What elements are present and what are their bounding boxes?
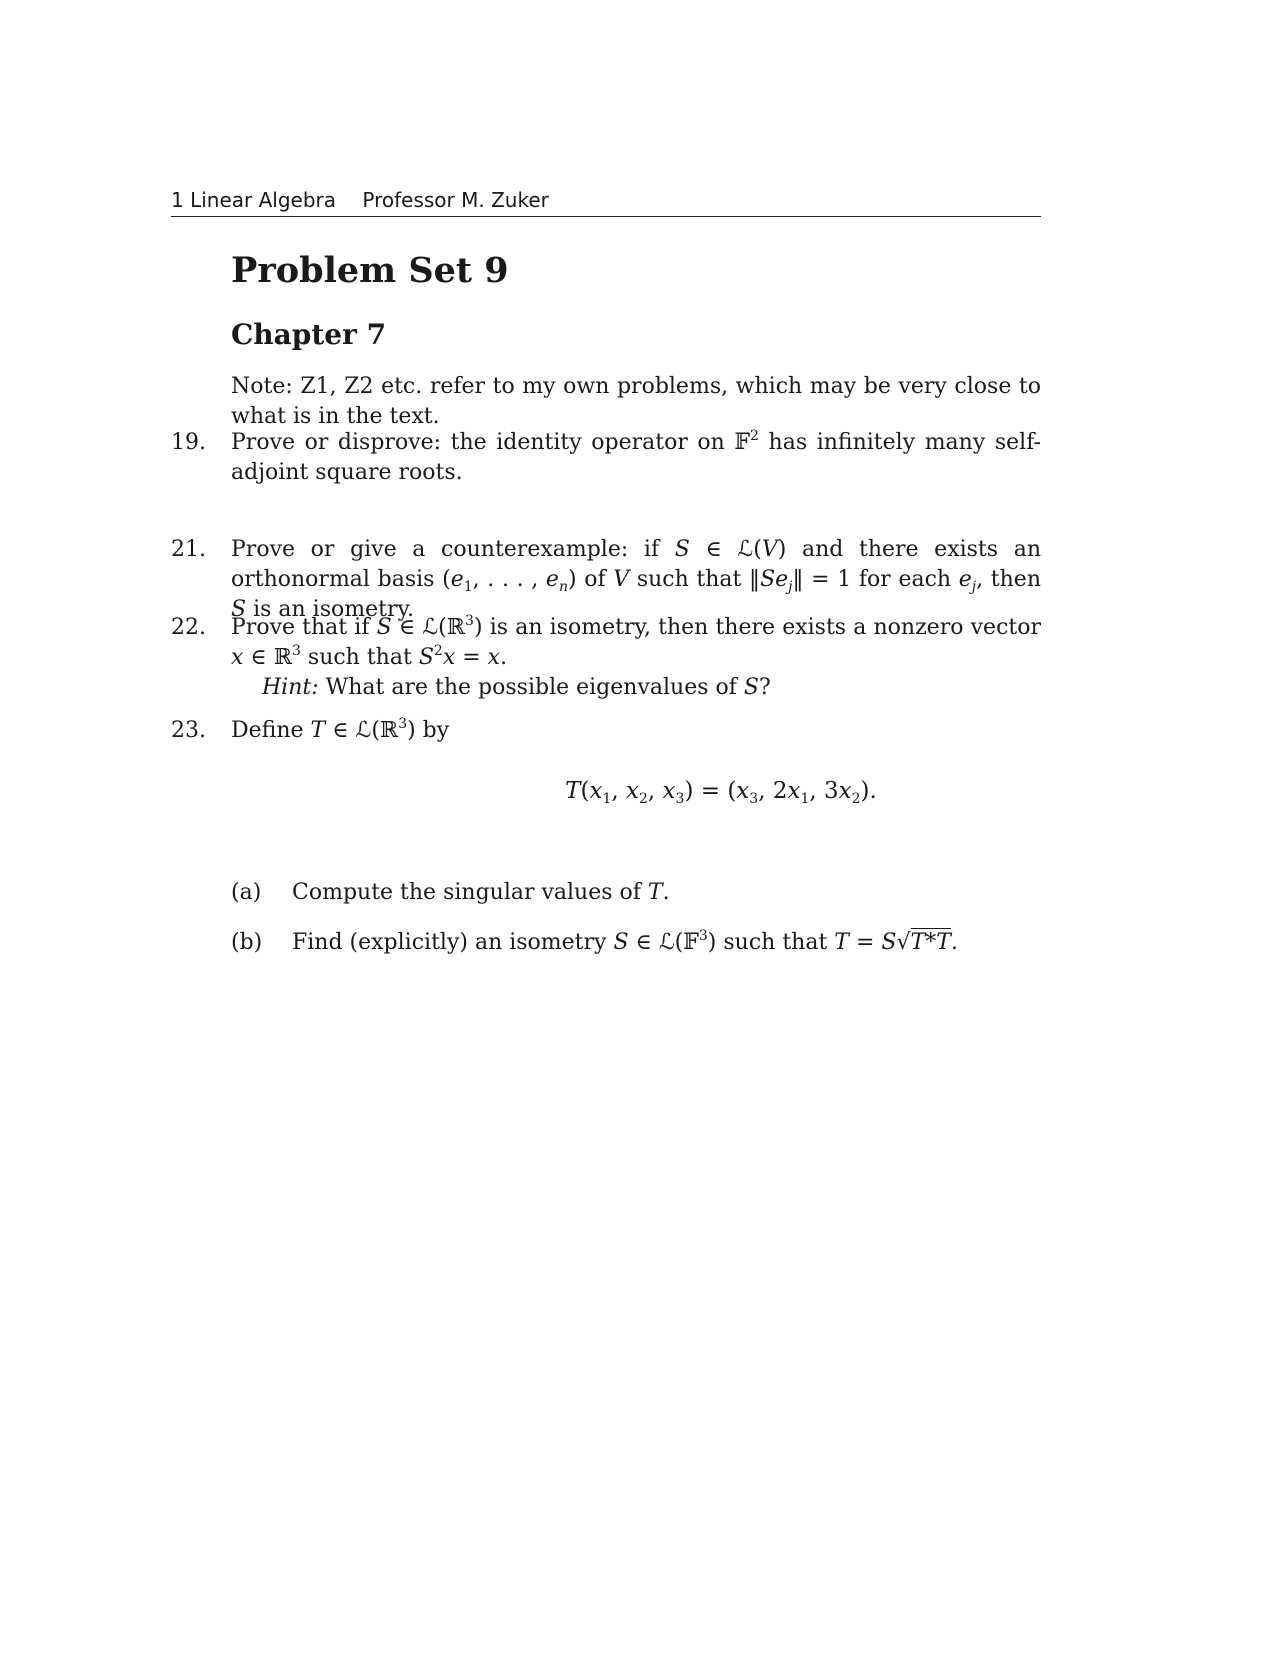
problem-number: 22. (171, 615, 206, 640)
note-paragraph: Note: Z1, Z2 etc. refer to my own problems, which may be very close to what is in the text. (231, 374, 1041, 429)
problem-text: Define T ∈ ℒ(ℝ$^3$) by (231, 716, 450, 743)
page-title: Problem Set 9 (231, 250, 509, 291)
part-text: Compute the singular values of T. (292, 880, 670, 905)
part-label: (a) (231, 880, 262, 905)
display-equation: $T(x_1$, $x_2$, $x_3) = (x_3$, $2x_1$, $3x_2$). (565, 778, 877, 807)
problem-text: Prove that if S ∈ ℒ(ℝ$^3$) is an isometry, then there exists a nonzero vector x ∈ ℝ$^3$ such that $S^2x = x$. Hint: What are the possible eigenvalues of S? (231, 613, 1041, 700)
part-text: Find (explicitly) an isometry S ∈ ℒ(𝔽$^3$) such that T = S√T*T. (292, 928, 958, 955)
part-label: (b) (231, 930, 263, 955)
professor-name: Professor M. Zuker (362, 188, 549, 212)
problem-text: Prove or give a counterexample: if S ∈ ℒ(V) and there exists an orthonormal basis ($e_1$, . . . , $e_n$) of V such that $‖Se_j‖ = 1$ for each $e_j$, then S is an isometry. (231, 537, 1041, 622)
problem-text: Prove or disprove: the identity operator on 𝔽$^2$ has infinitely many self-adjoint square roots. (231, 428, 1041, 485)
problem-hint: Hint: What are the possible eigenvalues of S? (262, 675, 771, 700)
problem-part-b (231, 928, 1041, 958)
course-name: 1 Linear Algebra (171, 188, 337, 212)
problem-number: 21. (171, 537, 206, 562)
chapter-heading: Chapter 7 (231, 318, 387, 351)
problem-number: 23. (171, 718, 206, 743)
problem-part-a (231, 878, 1041, 908)
problem-number: 19. (171, 430, 206, 455)
page-header (171, 188, 1041, 217)
